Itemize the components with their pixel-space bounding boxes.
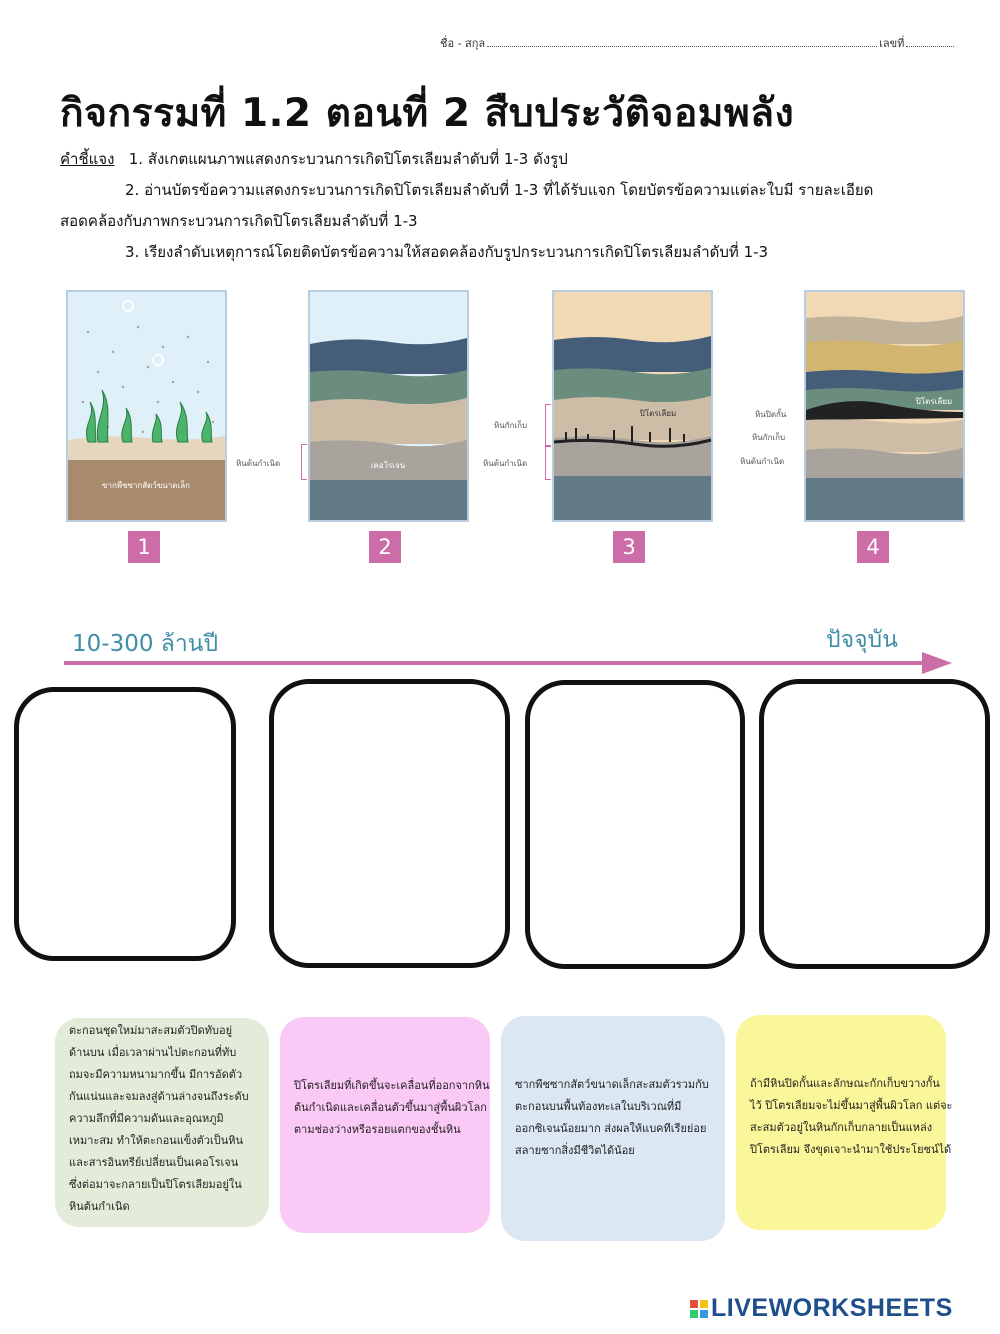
liveworksheets-logo: [690, 1294, 953, 1323]
name-label: ชื่อ - สกุล: [440, 37, 486, 50]
statement-card-2[interactable]: [280, 1017, 490, 1233]
instruction-line-2b: สอดคล้องกับภาพกระบวนการเกิดปิโตรเลียมลำดับที่ 1-3: [60, 212, 418, 230]
diagram-3-side-label-top: หินกักเก็บ: [494, 421, 528, 430]
card-line: เหมาะสม ทำให้ตะกอนแข็งตัวเป็นหิน: [69, 1134, 244, 1147]
card-line: ปิโตรเลียม จึงขุดเจาะนำมาใช้ประโยชน์ได้: [750, 1143, 952, 1156]
diagram-2-number: 2: [369, 531, 401, 563]
name-blank[interactable]: [487, 46, 877, 47]
card-line: ตามช่องว่างหรือรอยแตกของชั้นหิน: [294, 1123, 461, 1136]
card-line: และสารอินทรีย์เปลี่ยนเป็นเคอโรเจน: [69, 1156, 239, 1169]
diagram-2-side-label: หินต้นกำเนิด: [236, 459, 281, 468]
card-line: ซึ่งต่อมาจะกลายเป็นปิโตรเลียมอยู่ใน: [69, 1178, 242, 1191]
card-line: ต้นกำเนิดและเคลื่อนตัวขึ้นมาสู่พื้นผิวโลก: [294, 1101, 487, 1114]
card-line: ตะกอนชุดใหม่มาสะสมตัวปิดทับอยู่: [69, 1024, 233, 1037]
diagram-4-side-label-bottom: หินต้นกำเนิด: [740, 457, 785, 466]
diagram-3: [552, 290, 713, 522]
diagram-4-side-label-mid: หินกักเก็บ: [752, 433, 786, 442]
statement-card-4[interactable]: [736, 1015, 953, 1230]
instruction-text-1: 1. สังเกตแผนภาพแสดงกระบวนการเกิดปิโตรเลียมลำดับที่ 1-3 ดังรูป: [128, 150, 568, 168]
diagram-1: [66, 290, 227, 522]
instruction-line-1: [60, 147, 568, 171]
diagram-2-label: เคอโรเจน: [370, 461, 406, 470]
card-line: ออกซิเจนน้อยมาก ส่งผลให้แบคทีเรียย่อย: [515, 1122, 707, 1135]
card-line: ตะกอนบนพื้นท้องทะเลในบริเวณที่มี: [515, 1100, 682, 1113]
card-line: สลายซากสิ่งมีชีวิตได้น้อย: [515, 1144, 635, 1157]
timeline-arrow: [64, 652, 954, 676]
liveworksheets-icon: [690, 1300, 708, 1318]
number-blank[interactable]: [906, 46, 954, 47]
card-line: ปิโตรเลียมที่เกิดขึ้นจะเคลื่อนที่ออกจากหิน: [294, 1079, 490, 1092]
answer-box-2[interactable]: [269, 679, 510, 968]
diagram-3-label: ปิโตรเลียม: [639, 409, 677, 418]
card-line: ซากพืชซากสัตว์ขนาดเล็กสะสมตัวรวมกับ: [515, 1078, 709, 1091]
instruction-label: คำชี้แจง: [60, 150, 115, 168]
card-line: ไว้ ปิโตรเลียมจะไม่ขึ้นมาสู่พื้นผิวโลก แต่จะ: [750, 1099, 953, 1112]
diagram-1-number: 1: [128, 531, 160, 563]
card-line: สะสมตัวอยู่ในหินกักเก็บกลายเป็นแหล่ง: [750, 1121, 933, 1134]
answer-box-3[interactable]: [525, 680, 745, 969]
statement-card-1[interactable]: [55, 1018, 269, 1227]
diagram-4-label: ปิโตรเลียม: [915, 397, 953, 406]
card-line: หินต้นกำเนิด: [69, 1200, 130, 1213]
card-line: กันแน่นและจมลงสู่ด้านล่างจนถึงระดับ: [69, 1090, 249, 1103]
diagram-2-bracket: [301, 444, 307, 480]
card-line: ถ้ามีหินปิดกั้นและลักษณะกักเก็บขวางกั้น: [750, 1077, 940, 1090]
diagram-2: [308, 290, 469, 522]
timeline-start-label: 10-300 ล้านปี: [72, 631, 219, 657]
diagram-4-number: 4: [857, 531, 889, 563]
card-line: ถมจะมีความหนามากขึ้น มีการอัดตัว: [69, 1068, 243, 1081]
diagram-4-side-label-top: หินปิดกั้น: [755, 410, 787, 419]
diagram-1-label: ซากพืชซากสัตว์ขนาดเล็ก: [102, 481, 190, 490]
diagram-3-bracket-bottom: [545, 446, 551, 480]
statement-card-3[interactable]: [501, 1016, 725, 1241]
diagram-4: [804, 290, 965, 522]
instruction-line-2a: 2. อ่านบัตรข้อความแสดงกระบวนการเกิดปิโตรเลียมลำดับที่ 1-3 ที่ได้รับแจก โดยบัตรข้อความแต่ละใบมี รายละเอียด: [125, 181, 874, 199]
answer-box-4[interactable]: [759, 679, 990, 969]
timeline-end-label: ปัจจุบัน: [826, 627, 898, 653]
instruction-line-3: 3. เรียงลำดับเหตุการณ์โดยติดบัตรข้อความให้สอดคล้องกับรูปกระบวนการเกิดปิโตรเลียมลำดับที่ 1-3: [125, 243, 769, 261]
card-line: ความลึกที่มีความดันและอุณหภูมิ: [69, 1112, 224, 1125]
answer-box-1[interactable]: [14, 687, 236, 961]
number-label: เลขที่: [879, 37, 905, 50]
liveworksheets-text: LIVEWORKSHEETS: [711, 1294, 953, 1322]
card-line: ด้านบน เมื่อเวลาผ่านไปตะกอนที่ทับ: [69, 1046, 237, 1059]
diagram-3-number: 3: [613, 531, 645, 563]
name-line: [440, 34, 954, 52]
diagram-3-bracket-top: [545, 404, 551, 446]
page-title: กิจกรรมที่ 1.2 ตอนที่ 2 สืบประวัติจอมพลัง: [60, 91, 795, 136]
diagram-3-side-label-bottom: หินต้นกำเนิด: [483, 459, 528, 468]
